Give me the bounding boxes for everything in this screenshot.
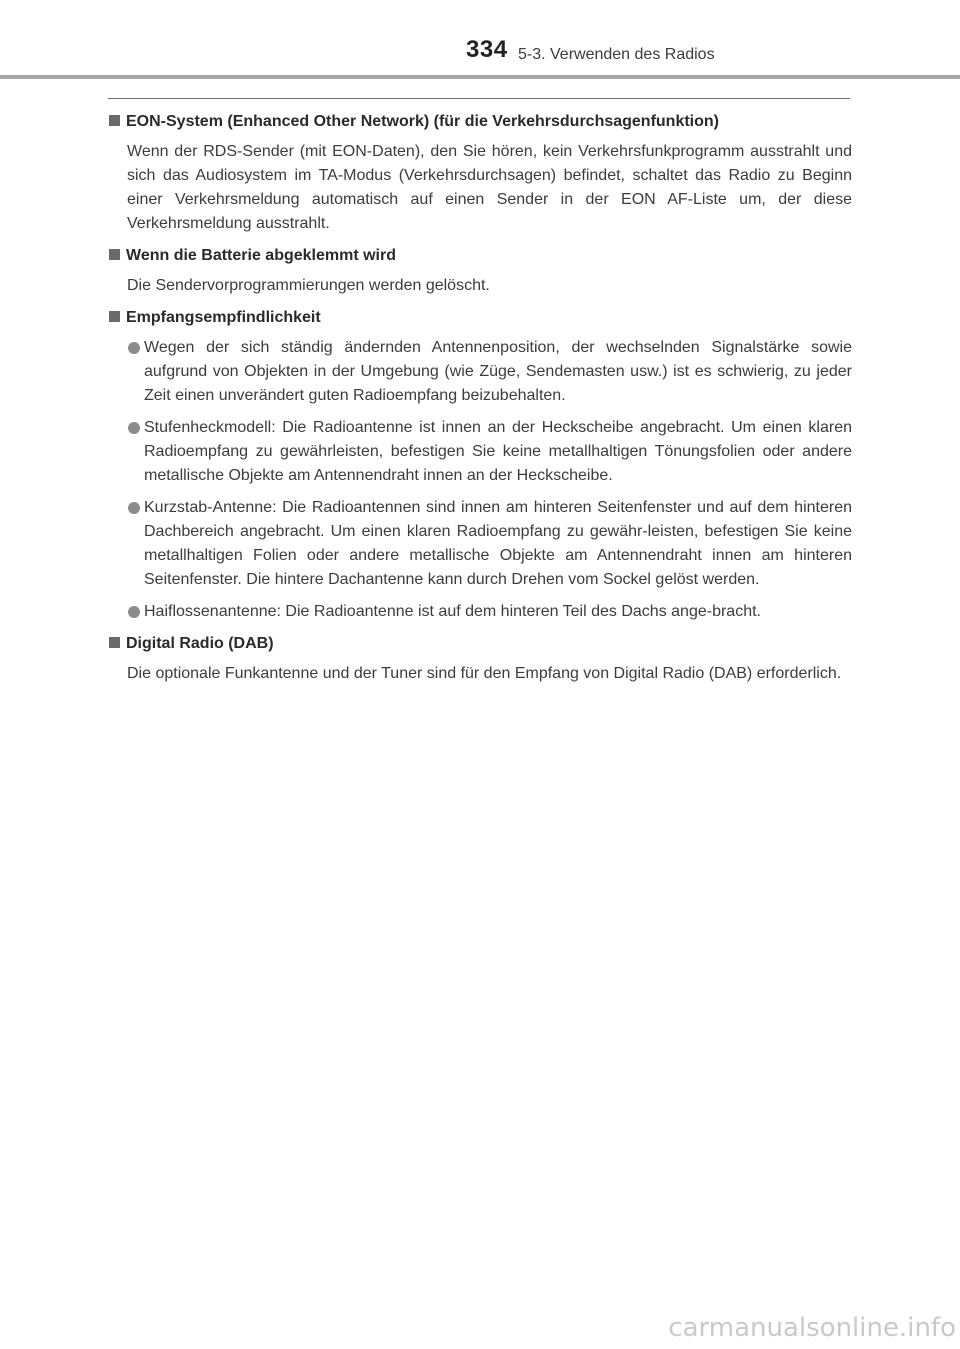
- section-heading: Empfangsempfindlichkeit: [108, 306, 852, 330]
- section-heading: EON-System (Enhanced Other Network) (für die Verkehrsdurchsagenfunktion): [108, 110, 852, 134]
- circle-bullet-icon: [128, 606, 140, 618]
- circle-bullet-icon: [128, 342, 140, 354]
- section-heading: Digital Radio (DAB): [108, 632, 852, 656]
- square-bullet-icon: [109, 115, 120, 126]
- watermark-logo: carmanualsonline.info: [668, 1313, 956, 1343]
- square-bullet-icon: [109, 311, 120, 322]
- content-rule: [108, 98, 850, 99]
- list-item: Haiflossenantenne: Die Radioantenne ist auf dem hinteren Teil des Dachs ange-bracht.: [108, 600, 852, 624]
- list-item: Kurzstab-Antenne: Die Radioantennen sind innen am hinteren Seitenfenster und auf dem hinteren Dachbereich angebracht. Um einen klaren Radioempfang zu gewähr-leisten, befestigen Sie keine metallhaltigen Folien oder andere metallische Objekte am Antennendraht innen am hinteren Seitenfenster. Die hintere Dachantenne kann durch Drehen vom Sockel gelöst werden.: [108, 496, 852, 592]
- list-item: Stufenheckmodell: Die Radioantenne ist innen an der Heckscheibe angebracht. Um einen klaren Radioempfang zu gewährleisten, befestigen Sie keine metallhaltigen Tönungsfolien oder andere metallische Objekte am Antennendraht innen an der Heckscheibe.: [108, 416, 852, 488]
- circle-bullet-icon: [128, 502, 140, 514]
- page-header: [0, 0, 960, 80]
- section-paragraph: Die Sendervorprogrammierungen werden gelöscht.: [127, 277, 490, 294]
- section-paragraph: Die optionale Funkantenne und der Tuner sind für den Empfang von Digital Radio (DAB) erforderlich.: [127, 665, 842, 682]
- page-number: 334: [466, 36, 508, 63]
- section-eon: [108, 110, 852, 236]
- section-heading: Wenn die Batterie abgeklemmt wird: [108, 244, 852, 268]
- list-item: Wegen der sich ständig ändernden Antennenposition, der wechselnden Signalstärke sowie aufgrund von Objekten in der Umgebung (wie Züge, Sendemasten usw.) ist es schwierig, zu jeder Zeit einen unverändert guten Radioempfang beizubehalten.: [108, 336, 852, 408]
- section-paragraph: Wenn der RDS-Sender (mit EON-Daten), den Sie hören, kein Verkehrsfunkprogramm ausstrahlt und sich das Audiosystem im TA-Modus (Verkehrsdurchsagen) befindet, schaltet das Radio zu Beginn einer Verkehrsmeldung automatisch auf einen Sender in der EON AF-Liste um, der diese Verkehrsmeldung ausstrahlt.: [127, 143, 852, 232]
- header-rule: [0, 75, 960, 79]
- section-battery: [108, 244, 852, 298]
- section-dab: [108, 632, 852, 686]
- section-title: 5-3. Verwenden des Radios: [518, 46, 715, 63]
- section-reception: [108, 306, 852, 624]
- square-bullet-icon: [109, 249, 120, 260]
- circle-bullet-icon: [128, 422, 140, 434]
- square-bullet-icon: [109, 637, 120, 648]
- page-content: [108, 110, 852, 694]
